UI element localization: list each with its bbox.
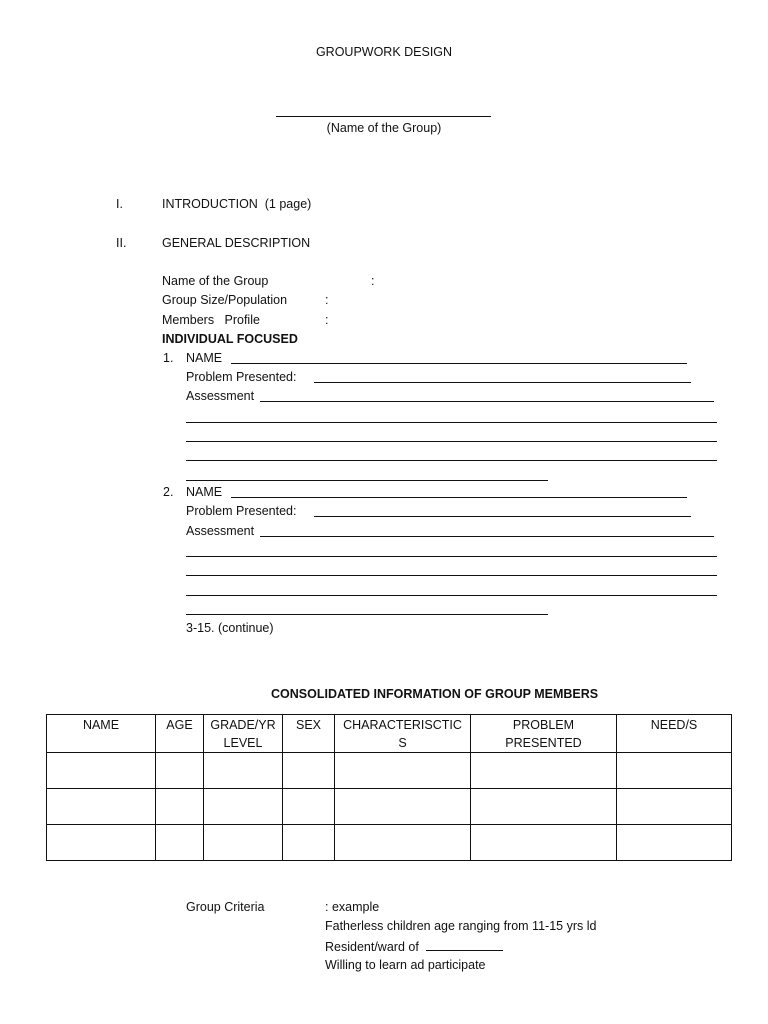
entry-assessment-line[interactable] [186, 595, 717, 596]
column-header-grade-level: GRADE/YR LEVEL [204, 715, 283, 753]
field-label-group-size: Group Size/Population [162, 293, 288, 307]
table-cell[interactable] [617, 789, 732, 825]
entry-problem-label: Problem Presented: [186, 370, 297, 384]
table-cell[interactable] [47, 753, 156, 789]
section-title-general-description: GENERAL DESCRIPTION [162, 236, 311, 250]
table-cell[interactable] [283, 789, 335, 825]
section-title-introduction: INTRODUCTION (1 page) [162, 197, 312, 211]
field-label-group-name: Name of the Group [162, 274, 269, 288]
table-cell[interactable] [617, 753, 732, 789]
group-name-blank[interactable] [276, 116, 491, 117]
individual-focused-heading: INDIVIDUAL FOCUSED [162, 332, 298, 346]
entry-assessment-label: Assessment [186, 389, 255, 403]
column-header-name: NAME [47, 715, 156, 753]
entry-name-line[interactable] [231, 497, 687, 498]
table-cell[interactable] [471, 753, 617, 789]
table-cell[interactable] [47, 825, 156, 861]
entry-assessment-line[interactable] [186, 480, 548, 481]
table-cell[interactable] [204, 789, 283, 825]
table-cell[interactable] [156, 789, 204, 825]
criteria-ward-blank[interactable] [426, 939, 503, 951]
field-separator: : [325, 313, 329, 327]
criteria-resident-label: Resident/ward of [325, 940, 419, 954]
entry-problem-line[interactable] [314, 516, 691, 517]
entry-name-line[interactable] [231, 363, 687, 364]
entry-assessment-line[interactable] [186, 422, 717, 423]
document-title: GROUPWORK DESIGN [315, 45, 453, 59]
table-cell[interactable] [471, 789, 617, 825]
table-cell[interactable] [204, 825, 283, 861]
table-cell[interactable] [335, 753, 471, 789]
criteria-resident-ward [325, 939, 503, 954]
section-numeral-2: II. [116, 236, 127, 250]
column-header-characteristics: CHARACTERISCTIC S [335, 715, 471, 753]
criteria-line: Willing to learn ad participate [325, 958, 486, 972]
entry-assessment-line[interactable] [260, 401, 714, 402]
section-numeral-1: I. [116, 197, 123, 211]
table-cell[interactable] [156, 753, 204, 789]
entry-assessment-line[interactable] [186, 614, 548, 615]
criteria-example: : example [325, 900, 380, 914]
table-header-row [47, 715, 732, 753]
column-header-needs: NEED/S [617, 715, 732, 753]
table-cell[interactable] [204, 753, 283, 789]
table-row [47, 825, 732, 861]
entry-assessment-line[interactable] [186, 556, 717, 557]
entry-assessment-line[interactable] [186, 575, 717, 576]
group-name-caption: (Name of the Group) [326, 121, 442, 135]
criteria-label: Group Criteria [186, 900, 265, 914]
table-cell[interactable] [283, 753, 335, 789]
entry-name-label: NAME [186, 485, 223, 499]
field-label-members-profile: Members Profile [162, 313, 260, 327]
table-cell[interactable] [283, 825, 335, 861]
entry-number: 2. [163, 485, 174, 499]
table-cell[interactable] [156, 825, 204, 861]
column-header-age: AGE [156, 715, 204, 753]
entry-name-label: NAME [186, 351, 223, 365]
table-cell[interactable] [617, 825, 732, 861]
continue-note: 3-15. (continue) [186, 621, 274, 635]
table-cell[interactable] [335, 789, 471, 825]
entry-problem-label: Problem Presented: [186, 504, 297, 518]
entry-assessment-line[interactable] [186, 460, 717, 461]
table-row [47, 789, 732, 825]
column-header-problem-presented: PROBLEM PRESENTED [471, 715, 617, 753]
criteria-line: Fatherless children age ranging from 11-15 yrs ld [325, 919, 597, 933]
entry-problem-line[interactable] [314, 382, 691, 383]
table-cell[interactable] [335, 825, 471, 861]
entry-number: 1. [163, 351, 174, 365]
entry-assessment-label: Assessment [186, 524, 255, 538]
field-separator: : [325, 293, 329, 307]
table-row [47, 753, 732, 789]
table-cell[interactable] [47, 789, 156, 825]
consolidated-title: CONSOLIDATED INFORMATION OF GROUP MEMBERS [271, 687, 599, 701]
consolidated-table [46, 714, 732, 861]
table-cell[interactable] [471, 825, 617, 861]
field-separator: : [371, 274, 375, 288]
entry-assessment-line[interactable] [260, 536, 714, 537]
entry-assessment-line[interactable] [186, 441, 717, 442]
column-header-sex: SEX [283, 715, 335, 753]
